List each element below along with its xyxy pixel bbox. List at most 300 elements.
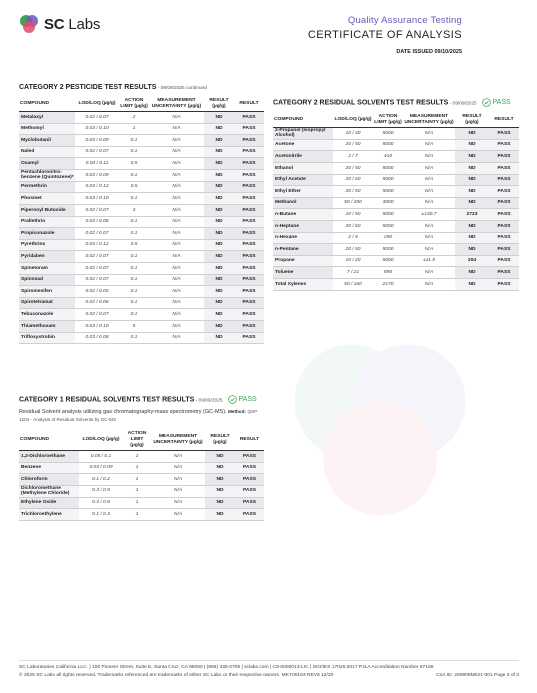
cell-result-value: ND — [455, 220, 489, 232]
cell-lod-loq: 0.05 / 0.1 — [79, 451, 123, 463]
solvents2-date: - 09/09/2025 — [448, 101, 477, 107]
cell-lod-loq: 0.04 / 0.11 — [75, 158, 119, 170]
table-row — [19, 462, 264, 474]
cell-result-status: PASS — [234, 169, 264, 181]
table-row — [273, 232, 519, 244]
table-row — [273, 278, 519, 290]
column-header-action-limit: ACTION LIMIT (µg/g) — [127, 431, 147, 448]
cell-lod-loq: 20 / 60 — [333, 174, 373, 186]
cell-result-value: ND — [205, 462, 235, 474]
cell-result-status: PASS — [489, 197, 519, 209]
cell-action-limit: 5000 — [373, 220, 403, 232]
table-row — [19, 262, 264, 274]
cell-result-status: PASS — [489, 278, 519, 290]
method-note — [19, 408, 259, 424]
cell-result-value: ND — [204, 286, 234, 298]
pesticides-section-title — [19, 84, 207, 91]
table-row — [273, 174, 519, 186]
check-circle-icon — [228, 395, 237, 404]
solvents2-table — [273, 113, 519, 291]
column-header-action-limit: ACTION LIMIT (µg/g) — [120, 98, 148, 109]
cell-action-limit: 0.5 — [119, 181, 149, 193]
cell-uncertainty: N/A — [403, 139, 455, 151]
cell-uncertainty: N/A — [149, 216, 204, 228]
column-header-result-status: RESULT — [494, 117, 514, 122]
cell-result-value: ND — [455, 186, 489, 198]
cell-uncertainty: N/A — [403, 197, 455, 209]
cell-lod-loq: 0.04 / 0.12 — [75, 239, 119, 251]
cell-uncertainty: N/A — [149, 239, 204, 251]
cell-result-status: PASS — [234, 112, 264, 124]
cell-uncertainty: N/A — [403, 267, 455, 279]
cell-uncertainty: N/A — [149, 309, 204, 321]
cell-compound: n-Pentane — [273, 244, 333, 256]
column-header-uncertainty: MEASUREMENT UNCERTAINTY (µg/g) — [151, 98, 202, 109]
cell-action-limit: 0.1 — [119, 135, 149, 147]
cell-result-status: PASS — [234, 320, 264, 332]
cell-compound: Ethylene Oxide — [19, 497, 79, 509]
cell-lod-loq: 0.03 / 0.09 — [79, 462, 123, 474]
cell-result-value: ND — [204, 251, 234, 263]
cell-uncertainty: N/A — [149, 146, 204, 158]
cell-uncertainty: N/A — [149, 181, 204, 193]
cell-result-value: ND — [204, 112, 234, 124]
cell-action-limit: 0.1 — [119, 193, 149, 205]
cell-lod-loq: 7 / 21 — [333, 267, 373, 279]
cell-action-limit: 5000 — [373, 163, 403, 175]
cell-lod-loq: 20 / 50 — [333, 163, 373, 175]
table-row — [273, 244, 519, 256]
cell-lod-loq: 20 / 50 — [333, 244, 373, 256]
table-row — [19, 158, 264, 170]
cell-action-limit: 0.1 — [119, 262, 149, 274]
cell-lod-loq: 0.04 / 0.12 — [75, 181, 119, 193]
table-row — [273, 151, 519, 163]
brand-name-light: Labs — [64, 15, 101, 33]
cell-result-value: ND — [204, 297, 234, 309]
solvents2-status: PASS — [492, 99, 511, 106]
table-row — [19, 309, 264, 321]
cell-compound: Prallethrin — [19, 216, 75, 228]
cell-compound: Ethanol — [273, 163, 333, 175]
cell-lod-loq: 2 / 7 — [333, 151, 373, 163]
cell-compound: Spinosad — [19, 274, 75, 286]
cell-lod-loq: 0.3 / 0.9 — [79, 485, 123, 497]
cell-action-limit: 1 — [119, 123, 149, 135]
cell-uncertainty: N/A — [151, 462, 205, 474]
table-row — [19, 332, 264, 344]
column-header-uncertainty: MEASUREMENT UNCERTAINTY (µg/g) — [404, 114, 454, 125]
cell-compound: Pyridaben — [19, 251, 75, 263]
footer — [19, 660, 519, 680]
table-row — [273, 197, 519, 209]
cell-uncertainty: N/A — [149, 193, 204, 205]
table-row — [19, 251, 264, 263]
table-row — [19, 193, 264, 205]
table-row — [19, 123, 264, 135]
header-titles — [308, 15, 462, 41]
table-row — [19, 228, 264, 240]
cell-action-limit: 5 — [119, 320, 149, 332]
cell-lod-loq: 20 / 50 — [333, 186, 373, 198]
footer-coa-id: CoA ID: 250908M021-001 Page 3 of 3 — [436, 673, 519, 678]
cell-compound: Piperonyl Butoxide — [19, 204, 75, 216]
cell-action-limit: 410 — [373, 151, 403, 163]
cell-action-limit: 5000 — [373, 244, 403, 256]
cell-action-limit: 0.1 — [119, 309, 149, 321]
cell-action-limit: 1 — [123, 509, 151, 521]
cell-result-value: ND — [204, 193, 234, 205]
cell-compound: Naled — [19, 146, 75, 158]
cell-compound: 2-Propanol (Isopropyl Alcohol) — [273, 128, 333, 140]
cell-result-value: ND — [455, 244, 489, 256]
cell-action-limit: 2 — [119, 112, 149, 124]
footer-copyright: © 2025 SC Labs all rights reserved. Trademarks referenced are trademarks of either SC Labs or their respective owners. MKT00163 REV6 12/20 — [19, 673, 334, 678]
table-row — [19, 485, 264, 497]
cell-lod-loq: 0.03 / 0.10 — [75, 123, 119, 135]
cell-result-status: PASS — [235, 462, 264, 474]
cell-action-limit: 2170 — [373, 278, 403, 290]
cell-result-status: PASS — [234, 123, 264, 135]
table-row — [19, 297, 264, 309]
brand-name — [44, 16, 100, 33]
table-row — [19, 146, 264, 158]
cell-result-status: PASS — [235, 509, 264, 521]
cell-action-limit: 0.1 — [119, 251, 149, 263]
cell-result-status: PASS — [489, 220, 519, 232]
table-row — [273, 220, 519, 232]
solvents2-pass-badge — [482, 98, 511, 107]
solvents1-status: PASS — [238, 396, 257, 403]
cell-result-status: PASS — [234, 181, 264, 193]
table-header-row — [19, 97, 264, 112]
table-row — [19, 204, 264, 216]
cell-lod-loq: 0.02 / 0.07 — [75, 251, 119, 263]
cell-compound: Trifloxystrobin — [19, 332, 75, 344]
cell-uncertainty: N/A — [403, 128, 455, 140]
cell-result-status: PASS — [489, 209, 519, 221]
cell-action-limit: 1 — [123, 462, 151, 474]
cell-result-status: PASS — [489, 232, 519, 244]
cell-result-status: PASS — [235, 451, 264, 463]
cell-compound: Pyrethrins — [19, 239, 75, 251]
cell-result-status: PASS — [234, 193, 264, 205]
cell-action-limit: 290 — [373, 232, 403, 244]
solvents1-title: CATEGORY 1 RESIDUAL SOLVENTS TEST RESULTS — [19, 396, 195, 404]
cell-lod-loq: 10 / 50 — [333, 209, 373, 221]
cell-lod-loq: 50 / 160 — [333, 278, 373, 290]
cell-action-limit: 3000 — [373, 197, 403, 209]
cell-lod-loq: 0.02 / 0.07 — [75, 262, 119, 274]
cell-result-value: 2723 — [455, 209, 489, 221]
cell-uncertainty: N/A — [403, 186, 455, 198]
cell-uncertainty: N/A — [149, 204, 204, 216]
cell-result-value: 204 — [455, 255, 489, 267]
cell-result-value: ND — [205, 509, 235, 521]
cell-compound: Permethrin — [19, 181, 75, 193]
cell-lod-loq: 0.03 / 0.09 — [75, 169, 119, 181]
table-row — [19, 216, 264, 228]
cell-lod-loq: 0.03 / 0.10 — [75, 320, 119, 332]
cell-compound: Benzene — [19, 462, 79, 474]
cell-action-limit: 0.1 — [119, 216, 149, 228]
cell-uncertainty: N/A — [403, 232, 455, 244]
table-row — [19, 497, 264, 509]
cell-result-status: PASS — [235, 474, 264, 486]
solvents1-table — [19, 430, 264, 521]
cell-result-status: PASS — [234, 239, 264, 251]
footer-row — [19, 672, 519, 680]
cell-compound: Acetonitrile — [273, 151, 333, 163]
table-row — [19, 286, 264, 298]
column-header-lod-loq: LOD/LOQ (µg/g) — [82, 437, 120, 442]
check-circle-icon — [482, 98, 491, 107]
cell-result-status: PASS — [489, 267, 519, 279]
cell-result-status: PASS — [489, 163, 519, 175]
cell-result-status: PASS — [234, 286, 264, 298]
cell-action-limit: 890 — [373, 267, 403, 279]
cell-result-value: ND — [205, 485, 235, 497]
cell-lod-loq: 0.1 / 0.2 — [79, 474, 123, 486]
table-row — [273, 186, 519, 198]
cell-uncertainty: N/A — [149, 123, 204, 135]
cell-result-value: ND — [204, 169, 234, 181]
cell-result-value: ND — [205, 451, 235, 463]
cell-uncertainty: N/A — [149, 320, 204, 332]
table-row — [273, 128, 519, 140]
cell-lod-loq: 0.03 / 0.09 — [75, 135, 119, 147]
table-row — [273, 255, 519, 267]
cell-uncertainty: N/A — [151, 474, 205, 486]
cell-uncertainty: N/A — [149, 332, 204, 344]
column-header-result-value: RESULT (µg/g) — [209, 98, 229, 109]
table-row — [273, 139, 519, 151]
cell-uncertainty: N/A — [151, 497, 205, 509]
cell-action-limit: 5000 — [373, 174, 403, 186]
solvents2-title: CATEGORY 2 RESIDUAL SOLVENTS TEST RESULTS — [273, 99, 449, 107]
cell-lod-loq: 0.02 / 0.06 — [75, 297, 119, 309]
cell-action-limit: 5000 — [373, 255, 403, 267]
table-row — [19, 239, 264, 251]
cell-lod-loq: 10 / 20 — [333, 255, 373, 267]
cell-compound: Propiconazole — [19, 228, 75, 240]
cell-compound: Chloroform — [19, 474, 79, 486]
cell-result-value: ND — [205, 474, 235, 486]
cell-result-status: PASS — [234, 262, 264, 274]
cell-compound: Metalaxyl — [19, 112, 75, 124]
cell-lod-loq: 0.02 / 0.07 — [75, 204, 119, 216]
cell-result-value: ND — [455, 151, 489, 163]
table-row — [273, 267, 519, 279]
cell-result-status: PASS — [234, 228, 264, 240]
cell-uncertainty: N/A — [151, 451, 205, 463]
sc-labs-logo-mark-icon — [19, 14, 39, 34]
table-row — [19, 320, 264, 332]
cell-result-status: PASS — [489, 244, 519, 256]
cell-compound: Propane — [273, 255, 333, 267]
cell-uncertainty: N/A — [149, 112, 204, 124]
method-label: Method: — [228, 409, 246, 414]
cell-compound: Tebuconazole — [19, 309, 75, 321]
cell-result-value: ND — [204, 181, 234, 193]
cell-compound: Toluene — [273, 267, 333, 279]
cell-compound: Pentachloronitro-benzene (Quintozene)* — [21, 169, 74, 181]
cell-lod-loq: 0.02 / 0.07 — [75, 228, 119, 240]
column-header-compound: COMPOUND — [20, 437, 50, 442]
cell-compound: Ethyl Ether — [273, 186, 333, 198]
cell-result-value: ND — [204, 228, 234, 240]
cell-lod-loq: 2 / 5 — [333, 232, 373, 244]
cell-result-status: PASS — [234, 135, 264, 147]
cell-lod-loq: 0.02 / 0.07 — [75, 274, 119, 286]
cell-result-value: ND — [204, 216, 234, 228]
cell-result-status: PASS — [489, 151, 519, 163]
cell-result-value: ND — [455, 232, 489, 244]
cell-action-limit: 0.5 — [119, 239, 149, 251]
table-row — [19, 135, 264, 147]
cell-lod-loq: 20 / 60 — [333, 220, 373, 232]
cell-action-limit: 1 — [123, 485, 151, 497]
cell-action-limit: 0.1 — [119, 169, 149, 181]
cell-uncertainty: N/A — [151, 509, 205, 521]
cell-compound: Thiamethoxam — [19, 320, 75, 332]
cell-uncertainty: N/A — [149, 135, 204, 147]
cell-result-value: ND — [204, 332, 234, 344]
cell-result-status: PASS — [489, 174, 519, 186]
cell-action-limit: 1 — [123, 474, 151, 486]
cell-result-status: PASS — [489, 128, 519, 140]
cell-uncertainty: N/A — [149, 158, 204, 170]
column-header-result-status: RESULT — [239, 101, 259, 106]
solvents1-section-title — [19, 395, 257, 404]
cell-lod-loq: 0.3 / 0.8 — [79, 497, 123, 509]
brand-name-bold: SC — [44, 15, 65, 33]
cell-compound: Dichloromethane (Methylene Chloride) — [19, 485, 79, 497]
cell-compound: Ethyl Acetate — [273, 174, 333, 186]
cell-action-limit: 0.1 — [119, 297, 149, 309]
cell-action-limit: 3 — [119, 204, 149, 216]
cell-compound: Phosmet — [19, 193, 75, 205]
cell-uncertainty: N/A — [403, 163, 455, 175]
cell-uncertainty: N/A — [403, 174, 455, 186]
cell-result-value: ND — [455, 197, 489, 209]
cell-lod-loq: 0.02 / 0.07 — [75, 309, 119, 321]
cell-compound: Trichloroethylene — [19, 509, 79, 521]
cell-result-value: ND — [455, 139, 489, 151]
cell-result-value: ND — [204, 135, 234, 147]
cell-uncertainty: N/A — [149, 251, 204, 263]
cell-result-value: ND — [455, 174, 489, 186]
cell-result-status: PASS — [234, 158, 264, 170]
table-row — [19, 169, 264, 181]
date-issued: DATE ISSUED 09/10/2025 — [396, 49, 462, 55]
cell-result-status: PASS — [235, 497, 264, 509]
cell-compound: n-Butane — [273, 209, 333, 221]
table-row — [273, 209, 519, 221]
method-description: Residual Solvent analysis utilizing gas chromatography-mass spectrometry (GC-MS). — [19, 409, 227, 415]
cell-compound: 1,2-Dichloroethane — [19, 451, 79, 463]
cell-action-limit: 0.1 — [119, 332, 149, 344]
cell-uncertainty: N/A — [149, 286, 204, 298]
cell-result-status: PASS — [234, 309, 264, 321]
cell-uncertainty: N/A — [149, 228, 204, 240]
document-title: CERTIFICATE OF ANALYSIS — [307, 29, 462, 41]
cell-lod-loq: 0.02 / 0.05 — [75, 286, 119, 298]
cell-action-limit: 0.1 — [119, 286, 149, 298]
cell-action-limit: 5000 — [373, 139, 403, 151]
cell-result-value: ND — [204, 123, 234, 135]
cell-result-status: PASS — [489, 255, 519, 267]
cell-uncertainty: ±11.5 — [403, 255, 455, 267]
cell-action-limit: 5000 — [373, 128, 403, 140]
column-header-uncertainty: MEASUREMENT UNCERTAINTY (µg/g) — [153, 434, 203, 445]
cell-result-status: PASS — [234, 274, 264, 286]
cell-compound: n-Hexane — [273, 232, 333, 244]
cell-result-value: ND — [455, 128, 489, 140]
cell-result-value: ND — [455, 278, 489, 290]
cell-lod-loq: 20 / 50 — [333, 139, 373, 151]
method-name: QSP 1204 - Analysis of Residual Solvents by GC-MS — [19, 409, 258, 422]
column-header-result-value: RESULT (µg/g) — [210, 434, 230, 445]
cell-result-value: ND — [204, 158, 234, 170]
cell-lod-loq: 0.02 / 0.07 — [75, 112, 119, 124]
cell-uncertainty: N/A — [403, 244, 455, 256]
solvents1-date: - 09/09/2025 — [194, 398, 223, 404]
table-header-row — [19, 430, 264, 451]
cell-action-limit: 0.1 — [119, 146, 149, 158]
cell-compound: Myclobutanil — [19, 135, 75, 147]
cell-compound: Methanol — [273, 197, 333, 209]
cell-lod-loq: 0.03 / 0.08 — [75, 216, 119, 228]
cell-compound: Acetone — [273, 139, 333, 151]
cell-result-value: ND — [204, 274, 234, 286]
cell-uncertainty: N/A — [149, 169, 204, 181]
cell-result-value: ND — [204, 146, 234, 158]
cell-result-status: PASS — [489, 139, 519, 151]
table-header-row — [273, 113, 519, 128]
cell-result-value: ND — [455, 163, 489, 175]
footer-address: SC Laboratories California LLC. | 100 Pioneer Street, Suite E, Santa Cruz, CA 95060 | (866) 435-0709 | sclabs.com | C8-0000013-LIC | ISO/IES 17025:2017 PJLA Accreditation Number 87168 — [19, 665, 434, 670]
cell-result-value: ND — [204, 309, 234, 321]
cell-result-value: ND — [205, 497, 235, 509]
cell-compound: Methomyl — [19, 123, 75, 135]
cell-uncertainty: N/A — [403, 278, 455, 290]
cell-compound: Oxamyl — [19, 158, 75, 170]
cell-uncertainty: N/A — [149, 262, 204, 274]
sc-labs-logo — [19, 14, 100, 34]
cell-result-value: ND — [204, 204, 234, 216]
cell-result-status: PASS — [489, 186, 519, 198]
table-row — [273, 163, 519, 175]
cell-uncertainty: N/A — [149, 274, 204, 286]
column-header-lod-loq: LOD/LOQ (µg/g) — [78, 101, 116, 106]
cell-action-limit: 1 — [123, 497, 151, 509]
cell-result-value: ND — [204, 239, 234, 251]
cell-uncertainty: N/A — [149, 297, 204, 309]
cell-uncertainty: N/A — [403, 151, 455, 163]
solvents2-section-title — [273, 98, 511, 107]
pesticides-title: CATEGORY 2 PESTICIDE TEST RESULTS — [19, 84, 157, 91]
cell-result-status: PASS — [235, 485, 264, 497]
cell-result-value: ND — [455, 267, 489, 279]
pesticides-date: - 09/09/2025 continued — [156, 86, 207, 91]
cell-result-status: PASS — [234, 251, 264, 263]
table-row — [19, 181, 264, 193]
cell-action-limit: 0.5 — [119, 158, 149, 170]
cell-compound: Spiromesifen — [19, 286, 75, 298]
cell-compound: Total Xylenes — [273, 278, 333, 290]
cell-action-limit: 1 — [123, 451, 151, 463]
